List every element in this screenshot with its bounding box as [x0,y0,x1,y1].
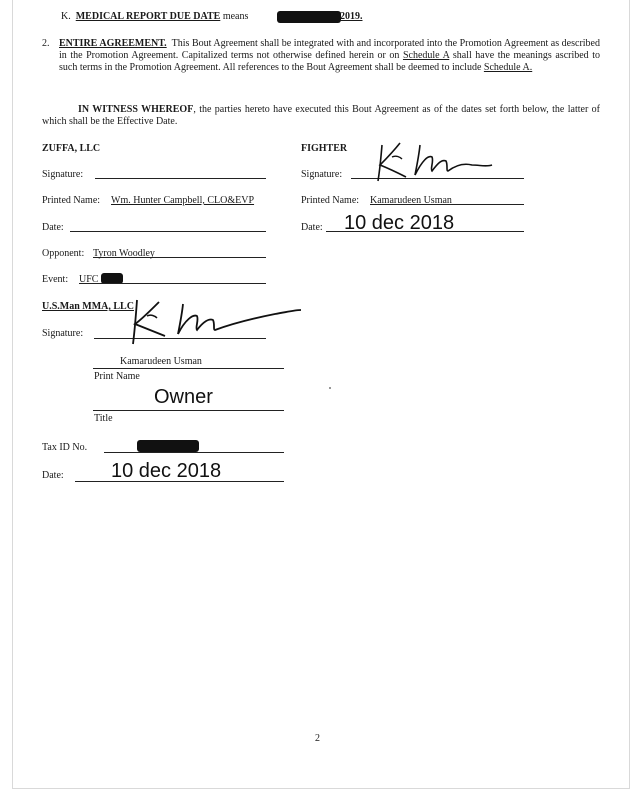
company-date-label: Date: [42,470,64,481]
opponent-line [93,257,266,258]
zuffa-signature-label: Signature: [42,169,84,180]
fighter-signature-label: Signature: [301,169,343,180]
clause-2-body-1: This Bout Agreement shall be integrated with and incorporated into the Promotion Agreement as described in the Promotion Agreement. Capitalized terms not otherwise defined herein or on [59,38,601,62]
witness-paragraph [42,104,600,128]
tax-id-redaction [137,440,199,452]
clause-2-number: 2. [42,38,50,49]
title-line [93,410,284,411]
event-line [79,283,266,284]
scan-speck [329,387,331,389]
witness-lead: IN WITNESS WHEREOF [78,104,194,115]
fighter-date-label: Date: [301,222,323,233]
company-signature [115,292,305,348]
fighter-printed-name-label: Printed Name: [301,195,360,206]
zuffa-signature-line [95,178,266,179]
page-number: 2 [315,733,320,744]
event-label: Event: [42,274,69,285]
zuffa-date-label: Date: [42,222,64,233]
clause-k [61,11,248,22]
company-print-name-value: Kamarudeen Usman [120,356,202,367]
event-value: UFC [79,274,99,285]
clause-k-means: means [222,11,249,22]
tax-id-line [104,452,284,453]
company-date-value: 10 dec 2018 [111,460,222,482]
company-signature-label: Signature: [42,328,84,339]
company-title-value: Owner [154,386,213,408]
fighter-date-value: 10 dec 2018 [344,212,455,234]
zuffa-printed-name-value: Wm. Hunter Campbell, CLO&EVP [111,195,255,206]
clause-k-year: 2019. [340,11,363,22]
fighter-signature [368,135,498,185]
witness-text: , the parties hereto have executed this Bout Agreement as of the dates set forth below, the latter of which shall be the Effective Date. [42,104,600,128]
zuffa-printed-name-label: Printed Name: [42,195,101,206]
tax-id-label: Tax ID No. [42,442,88,453]
fighter-printed-name-value: Kamarudeen Usman [370,195,452,206]
clause-2-body-2: shall have the meanings ascribed to such terms in the Promotion Agreement. All references to the Bout Agreement shall be deemed to include [59,50,601,74]
clause-2-title: ENTIRE AGREEMENT. [59,38,167,49]
redaction-mark [277,11,341,23]
opponent-label: Opponent: [42,248,85,259]
opponent-value: Tyron Woodley [93,248,155,259]
company-heading: U.S.Man MMA, LLC [42,301,134,312]
zuffa-date-line [70,231,266,232]
schedule-a-ref: Schedule A. [483,62,533,74]
clause-k-letter: K. [61,11,71,22]
clause-k-title: MEDICAL REPORT DUE DATE [75,11,221,22]
print-name-line [93,368,284,369]
schedule-a-link: Schedule A [402,50,450,62]
fighter-printed-name-line [370,204,524,205]
zuffa-heading: ZUFFA, LLC [42,143,101,154]
clause-2-text [59,38,600,75]
fighter-heading: FIGHTER [301,143,348,154]
document-page [12,0,630,789]
print-name-label: Print Name [94,371,140,382]
title-label: Title [94,413,113,424]
